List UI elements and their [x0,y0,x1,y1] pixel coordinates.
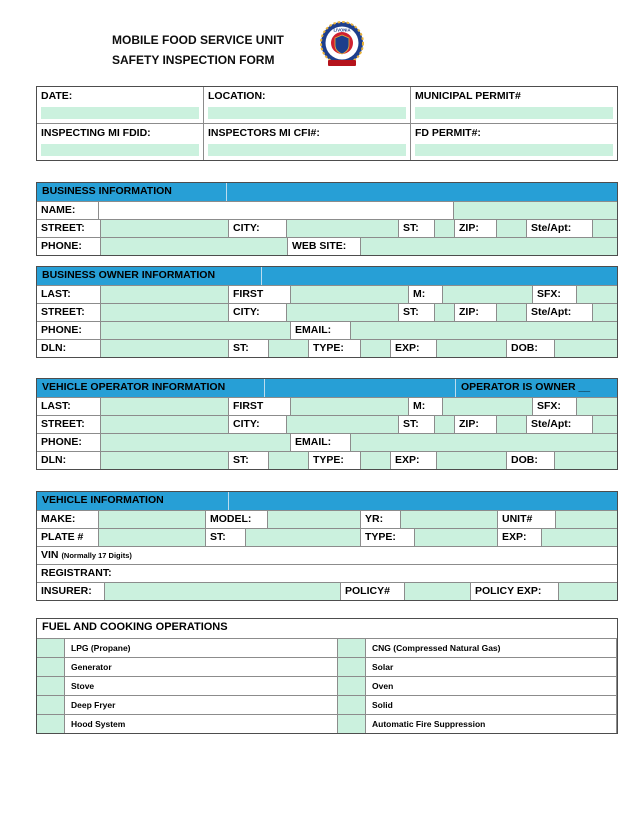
business-info-title: BUSINESS INFORMATION [37,183,227,201]
business-street-label: STREET: [37,220,101,237]
vehicle-make-label: MAKE: [37,511,99,528]
operator-name-row [37,397,617,415]
business-name-field[interactable] [99,202,454,219]
owner-first-label: FIRST [229,286,291,303]
vehicle-registrant-field[interactable] [147,565,617,582]
operator-city-label: CITY: [229,416,287,433]
owner-email-label: EMAIL: [291,322,351,339]
fuel-row-generator-solar [37,657,617,676]
owner-middle-label: M: [409,286,443,303]
business-zip-field[interactable] [497,220,527,237]
operator-street-row [37,415,617,433]
operator-title: VEHICLE OPERATOR INFORMATION [37,379,265,397]
business-information-section [36,182,618,256]
operator-dln-exp-field[interactable] [437,452,507,469]
operator-phone-field[interactable] [101,434,291,451]
owner-title: BUSINESS OWNER INFORMATION [37,267,262,285]
operator-header [37,379,617,397]
operator-first-field[interactable] [291,398,409,415]
deep-fryer-checkbox[interactable] [37,696,65,714]
operator-dln-type-field[interactable] [361,452,391,469]
inspecting-fdid-label: INSPECTING MI FDID: [41,127,151,139]
business-info-header [37,183,617,201]
operator-first-label: FIRST [229,398,291,415]
deep-fryer-label: Deep Fryer [65,696,338,714]
inspecting-fdid-cell [37,124,204,160]
fuel-row-deepfryer-solid [37,695,617,714]
operator-middle-field[interactable] [443,398,533,415]
operator-dln-type-label: TYPE: [309,452,361,469]
table-row [37,123,617,160]
owner-street-label: STREET: [37,304,101,321]
fire-suppression-label: Automatic Fire Suppression [366,715,617,733]
operator-last-label: LAST: [37,398,101,415]
logo-city-text: LIVONIA [333,27,351,33]
owner-phone-label: PHONE: [37,322,101,339]
owner-dln-type-field[interactable] [361,340,391,357]
vehicle-plate-row [37,528,617,546]
oven-checkbox[interactable] [338,677,366,695]
owner-dln-exp-label: EXP: [391,340,437,357]
inspectors-cfi-field[interactable] [208,144,406,156]
form-content [36,0,618,734]
owner-dob-label: DOB: [507,340,555,357]
fuel-row-hood-suppression [37,714,617,733]
fuel-cooking-section [36,618,618,734]
owner-steapt-label: Ste/Apt: [527,304,593,321]
owner-dln-field[interactable] [101,340,229,357]
solar-checkbox[interactable] [338,658,366,676]
vehicle-insurer-row [37,582,617,600]
owner-last-label: LAST: [37,286,101,303]
operator-steapt-field[interactable] [593,416,617,433]
vehicle-yr-label: YR: [361,511,401,528]
owner-header [37,267,617,285]
date-label: DATE: [41,90,73,102]
business-steapt-label: Ste/Apt: [527,220,593,237]
owner-st-field[interactable] [435,304,455,321]
operator-header-spacer [265,379,455,397]
operator-zip-field[interactable] [497,416,527,433]
cng-checkbox[interactable] [338,639,366,657]
vehicle-model-label: MODEL: [206,511,268,528]
vehicle-title: VEHICLE INFORMATION [37,492,229,510]
owner-phone-row [37,321,617,339]
lpg-label: LPG (Propane) [65,639,338,657]
location-field[interactable] [208,107,406,119]
inspection-header-table [36,86,618,161]
operator-dob-label: DOB: [507,452,555,469]
generator-checkbox[interactable] [37,658,65,676]
solar-label: Solar [366,658,617,676]
vin-note-text: (Normally 17 Digits) [61,551,132,560]
form-title-line1: MOBILE FOOD SERVICE UNIT [112,33,284,47]
location-cell [204,87,411,123]
vehicle-make-field[interactable] [99,511,206,528]
business-website-label: WEB SITE: [288,238,361,255]
vehicle-policy-field[interactable] [405,583,471,600]
owner-st-label: ST: [399,304,435,321]
vehicle-insurer-label: INSURER: [37,583,105,600]
vehicle-registrant-row [37,564,617,582]
municipal-permit-label: MUNICIPAL PERMIT# [415,90,521,102]
vehicle-unit-field[interactable] [556,511,617,528]
lpg-checkbox[interactable] [37,639,65,657]
business-street-field[interactable] [101,220,229,237]
owner-name-row [37,285,617,303]
inspectors-cfi-cell [204,124,411,160]
vehicle-model-field[interactable] [268,511,361,528]
owner-city-label: CITY: [229,304,287,321]
vehicle-st-field[interactable] [246,529,361,546]
operator-st-label: ST: [399,416,435,433]
location-label: LOCATION: [208,90,266,102]
vehicle-operator-section [36,378,618,470]
owner-street-field[interactable] [101,304,229,321]
business-name-field-2[interactable] [454,202,617,219]
operator-email-field[interactable] [351,434,617,451]
vehicle-type-field[interactable] [415,529,498,546]
operator-middle-label: M: [409,398,443,415]
vehicle-vin-field[interactable] [207,547,617,564]
operator-steapt-label: Ste/Apt: [527,416,593,433]
business-name-row [37,201,617,219]
cng-label: CNG (Compressed Natural Gas) [366,639,617,657]
operator-city-field[interactable] [287,416,399,433]
owner-sfx-label: SFX: [533,286,577,303]
vehicle-make-row [37,510,617,528]
table-row [37,87,617,123]
operator-dln-exp-label: EXP: [391,452,437,469]
operator-last-field[interactable] [101,398,229,415]
business-zip-label: ZIP: [455,220,497,237]
business-city-label: CITY: [229,220,287,237]
fd-permit-field[interactable] [415,144,613,156]
business-st-label: ST: [399,220,435,237]
owner-dln-type-label: TYPE: [309,340,361,357]
stove-checkbox[interactable] [37,677,65,695]
fire-suppression-checkbox[interactable] [338,715,366,733]
owner-dln-exp-field[interactable] [437,340,507,357]
operator-street-field[interactable] [101,416,229,433]
operator-email-label: EMAIL: [291,434,351,451]
operator-dob-field[interactable] [555,452,617,469]
operator-phone-row [37,433,617,451]
form-header [36,0,618,84]
operator-dln-row [37,451,617,469]
owner-dln-st-label: ST: [229,340,269,357]
owner-middle-field[interactable] [443,286,533,303]
business-phone-label: PHONE: [37,238,101,255]
date-cell [37,87,204,123]
business-steapt-field[interactable] [593,220,617,237]
hood-system-checkbox[interactable] [37,715,65,733]
operator-st-field[interactable] [435,416,455,433]
owner-street-row [37,303,617,321]
business-name-label: NAME: [37,202,99,219]
oven-label: Oven [366,677,617,695]
fuel-row-stove-oven [37,676,617,695]
generator-label: Generator [65,658,338,676]
fuel-row-lpg-cng [37,638,617,657]
operator-sfx-label: SFX: [533,398,577,415]
operator-dln-field[interactable] [101,452,229,469]
solid-checkbox[interactable] [338,696,366,714]
vehicle-header [37,492,617,510]
operator-dln-st-field[interactable] [269,452,309,469]
business-phone-field[interactable] [101,238,288,255]
vehicle-yr-field[interactable] [401,511,498,528]
fuel-section-title: FUEL AND COOKING OPERATIONS [37,619,617,638]
hood-system-label: Hood System [65,715,338,733]
municipal-permit-cell [411,87,617,123]
vehicle-policy-exp-label: POLICY EXP: [471,583,559,600]
owner-city-field[interactable] [287,304,399,321]
fd-permit-label: FD PERMIT#: [415,127,481,139]
owner-sfx-field[interactable] [577,286,617,303]
owner-first-field[interactable] [291,286,409,303]
business-phone-row [37,237,617,255]
vehicle-vin-row [37,546,617,564]
owner-last-field[interactable] [101,286,229,303]
operator-dln-st-label: ST: [229,452,269,469]
operator-dln-label: DLN: [37,452,101,469]
vehicle-st-label: ST: [206,529,246,546]
vehicle-type-label: TYPE: [361,529,415,546]
operator-sfx-field[interactable] [577,398,617,415]
operator-phone-label: PHONE: [37,434,101,451]
inspectors-cfi-label: INSPECTORS MI CFI#: [208,127,320,139]
owner-zip-label: ZIP: [455,304,497,321]
vehicle-information-section [36,491,618,601]
fd-permit-cell [411,124,617,160]
vehicle-insurer-field[interactable] [105,583,341,600]
business-city-field[interactable] [287,220,399,237]
vehicle-plate-label: PLATE # [37,529,99,546]
vehicle-vin-label [37,547,207,564]
vehicle-policy-label: POLICY# [341,583,405,600]
business-street-row [37,219,617,237]
form-title-line2: SAFETY INSPECTION FORM [112,53,275,67]
owner-dln-label: DLN: [37,340,101,357]
stove-label: Stove [65,677,338,695]
date-field[interactable] [41,107,199,119]
business-owner-section [36,266,618,358]
vehicle-exp-label: EXP: [498,529,542,546]
livonia-fire-badge-logo [320,18,364,76]
business-st-field[interactable] [435,220,455,237]
owner-dln-st-field[interactable] [269,340,309,357]
owner-dln-row [37,339,617,357]
business-website-field[interactable] [361,238,617,255]
vin-text: VIN [41,549,59,561]
municipal-permit-field[interactable] [415,107,613,119]
vehicle-registrant-label: REGISTRANT: [37,565,147,582]
vehicle-unit-label: UNIT# [498,511,556,528]
owner-phone-field[interactable] [101,322,291,339]
operator-street-label: STREET: [37,416,101,433]
operator-zip-label: ZIP: [455,416,497,433]
owner-email-field[interactable] [351,322,617,339]
vehicle-plate-field[interactable] [99,529,206,546]
owner-zip-field[interactable] [497,304,527,321]
owner-steapt-field[interactable] [593,304,617,321]
owner-dob-field[interactable] [555,340,617,357]
form-titles [112,27,618,70]
solid-label: Solid [366,696,617,714]
operator-is-owner-checkbox[interactable]: OPERATOR IS OWNER __ [455,379,617,397]
vehicle-policy-exp-field[interactable] [559,583,617,600]
inspecting-fdid-field[interactable] [41,144,199,156]
vehicle-exp-field[interactable] [542,529,617,546]
